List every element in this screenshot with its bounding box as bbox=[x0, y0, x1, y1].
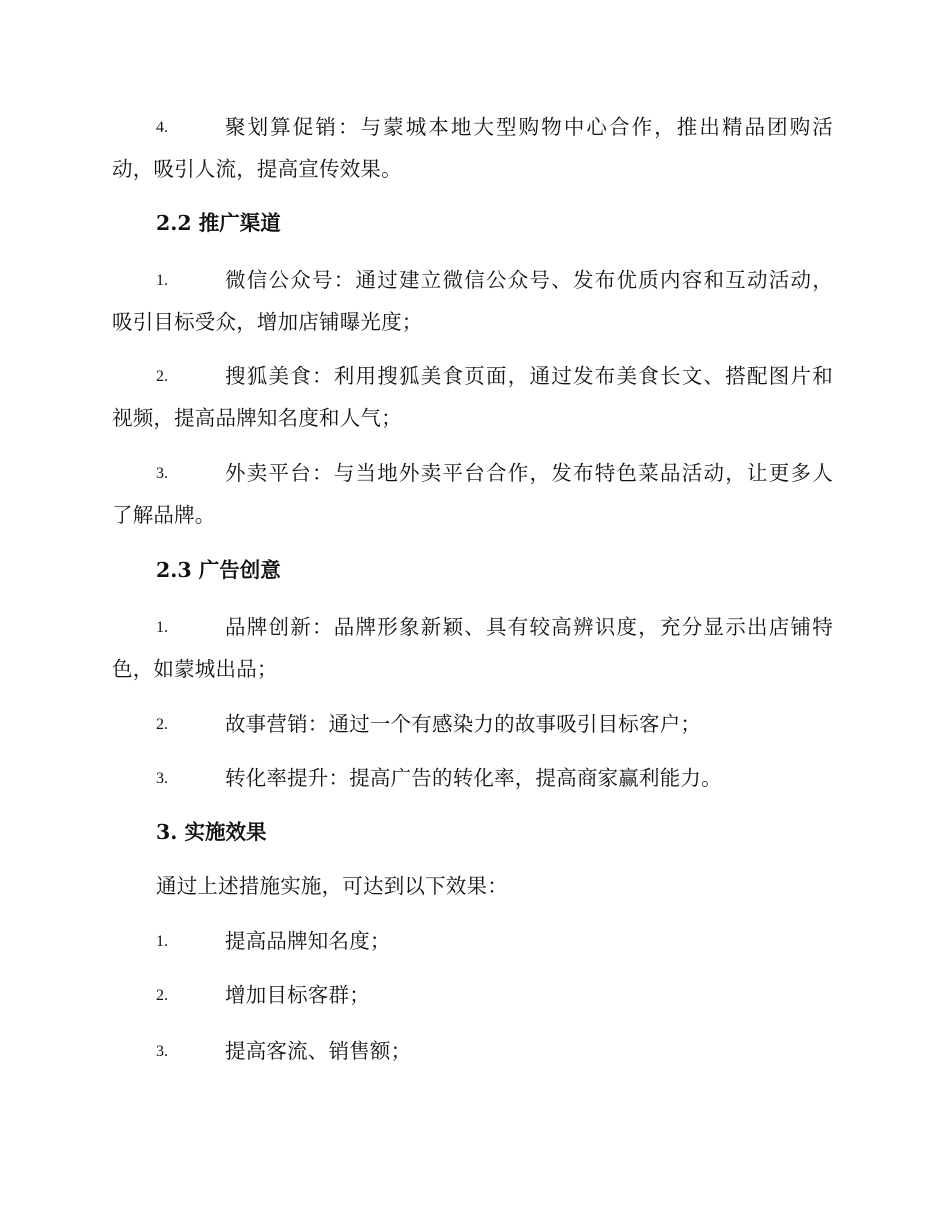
list-number: 3. bbox=[156, 465, 168, 482]
section-heading: 2.3 广告创意 bbox=[156, 558, 281, 582]
list-number: 3. bbox=[156, 1043, 168, 1060]
list-item-text: 提高品牌知名度； bbox=[225, 929, 391, 953]
list-item-text-continued: 吸引目标受众，增加店铺曝光度； bbox=[112, 310, 423, 334]
list-number: 2. bbox=[156, 987, 168, 1004]
list-number: 2. bbox=[156, 368, 168, 385]
list-item-text-continued: 视频，提高品牌知名度和人气； bbox=[112, 406, 402, 430]
paragraph-text: 通过上述措施实施，可达到以下效果： bbox=[156, 874, 508, 898]
section-heading: 3. 实施效果 bbox=[156, 820, 267, 844]
list-item-text-continued: 动，吸引人流，提高宣传效果。 bbox=[112, 157, 402, 181]
list-number: 2. bbox=[156, 716, 168, 733]
list-number: 1. bbox=[156, 272, 168, 289]
list-item-text-continued: 了解品牌。 bbox=[112, 503, 216, 527]
list-item-text: 品牌创新：品牌形象新颖、具有较高辨识度，充分显示出店铺特 bbox=[225, 615, 833, 639]
list-number: 4. bbox=[156, 119, 168, 136]
list-item-text: 增加目标客群； bbox=[225, 983, 370, 1007]
list-item-text: 搜狐美食：利用搜狐美食页面，通过发布美食长文、搭配图片和 bbox=[225, 364, 833, 388]
list-item-text: 提高客流、销售额； bbox=[225, 1039, 412, 1063]
list-item-text: 聚划算促销：与蒙城本地大型购物中心合作，推出精品团购活 bbox=[225, 115, 833, 139]
list-item-text: 故事营销：通过一个有感染力的故事吸引目标客户； bbox=[225, 712, 702, 736]
list-number: 1. bbox=[156, 933, 168, 950]
list-item-text-continued: 色，如蒙城出品； bbox=[112, 657, 278, 681]
list-item-text: 转化率提升：提高广告的转化率，提高商家赢利能力。 bbox=[225, 766, 722, 790]
list-item-text: 微信公众号：通过建立微信公众号、发布优质内容和互动活动， bbox=[225, 268, 833, 292]
section-heading: 2.2 推广渠道 bbox=[156, 211, 281, 235]
list-number: 3. bbox=[156, 770, 168, 787]
list-number: 1. bbox=[156, 619, 168, 636]
list-item-text: 外卖平台：与当地外卖平台合作，发布特色菜品活动，让更多人 bbox=[225, 461, 833, 485]
